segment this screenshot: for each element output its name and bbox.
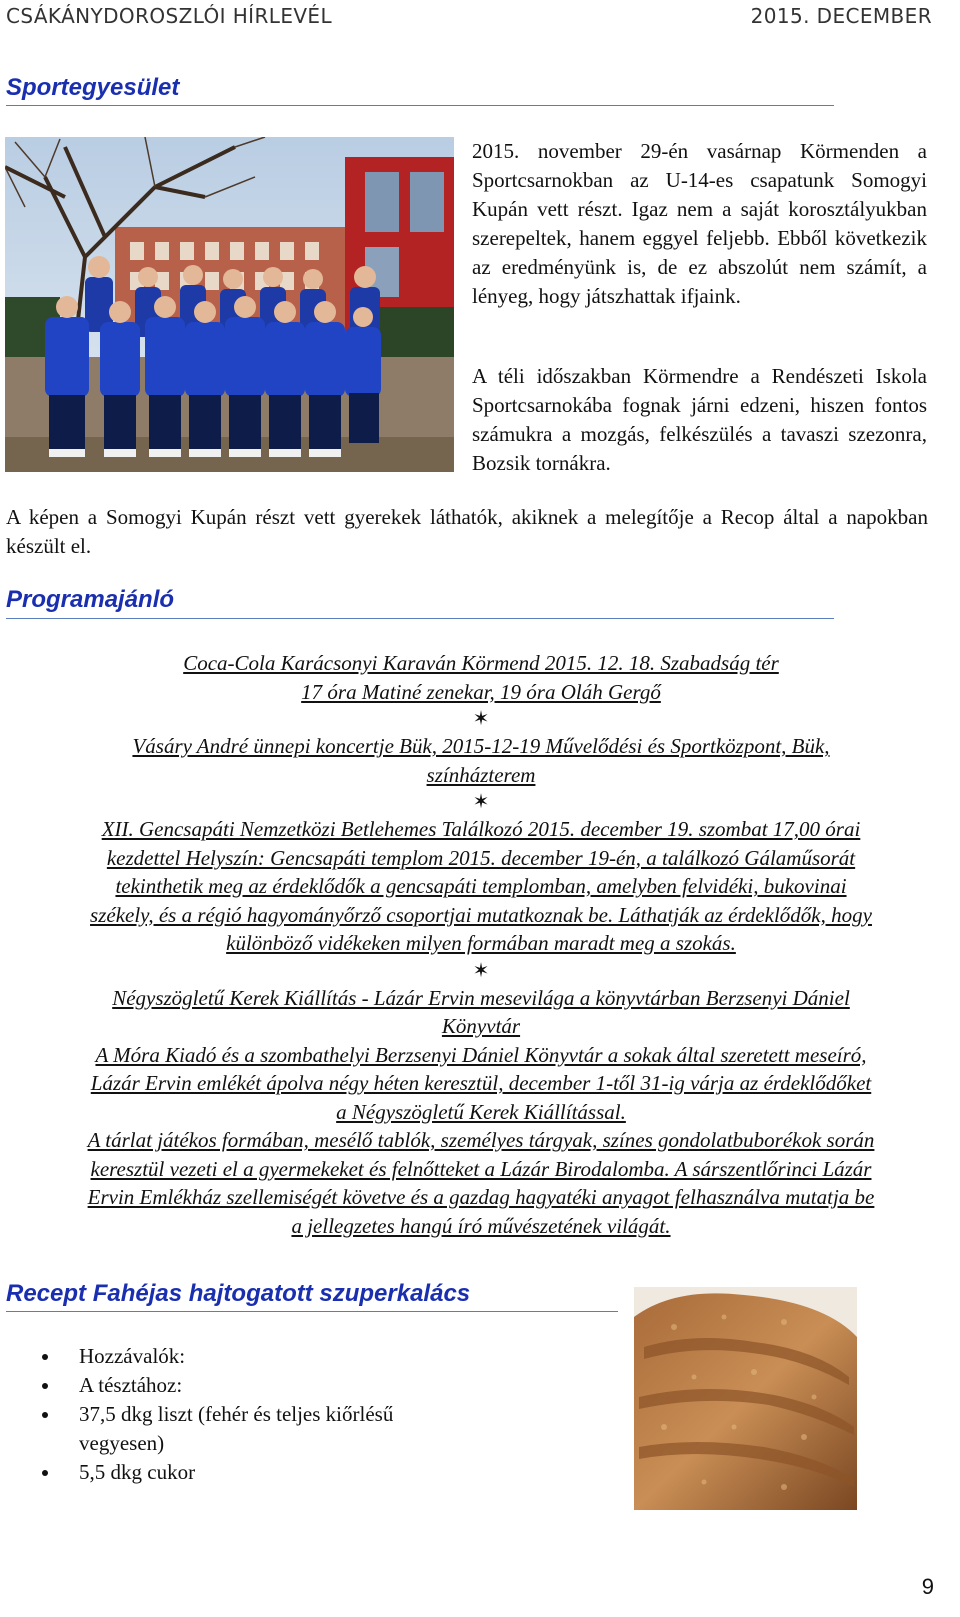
section-title-program: Programajánló — [6, 586, 175, 613]
program-line[interactable]: 17 óra Matiné zenekar, 19 óra Oláh Gergő — [301, 679, 661, 704]
program-line[interactable]: a jellegzetes hangú író művészetének világát. — [291, 1213, 671, 1238]
program-event-vasary-concert[interactable] — [6, 732, 956, 789]
program-line[interactable]: székely, és a régió hagyományőrző csoportjai mutatkoznak be. Láthatják az érdeklődők, hogy — [90, 902, 872, 927]
program-event-karavan[interactable] — [6, 649, 956, 706]
team-photo — [5, 137, 454, 472]
program-line[interactable]: Négyszögletű Kerek Kiállítás - Lázár Ervin mesevilága a könyvtárban Berzsenyi Dániel — [112, 985, 850, 1010]
team-photo-illustration — [5, 137, 454, 472]
photo-caption: A képen a Somogyi Kupán részt vett gyerekek láthatók, akiknek a melegítője a Recop által a napokban készült el. — [6, 505, 928, 558]
program-line[interactable]: színházterem — [426, 762, 536, 787]
page-number: 9 — [921, 1574, 934, 1599]
program-line[interactable]: kezdettel Helyszín: Gencsapáti templom 2015. december 19-én, a találkozó Gálaműsorát — [106, 845, 856, 870]
list-item: 37,5 dkg liszt (fehér és teljes kiőrlésű vegyesen) — [40, 1400, 400, 1458]
program-event-lazar-ervin[interactable] — [6, 984, 956, 1241]
star-separator-icon: ✶ — [472, 959, 490, 982]
program-line[interactable]: a Négyszögletű Kerek Kiállítással. — [336, 1099, 626, 1124]
program-line[interactable]: XII. Gencsapáti Nemzetközi Betlehemes Találkozó 2015. december 19. szombat 17,00 órai — [101, 817, 861, 841]
star-separator-icon: ✶ — [472, 708, 490, 730]
list-item: 5,5 dkg cukor — [40, 1458, 400, 1487]
program-list — [6, 649, 956, 1240]
section-divider-recipe — [6, 1311, 618, 1312]
cake-photo-illustration — [634, 1287, 857, 1510]
sport-paragraph-2: A téli időszakban Körmendre a Rendészeti Iskola Sportcsarnokába fognak járni edzeni, hiszen fontos számukra a mozgás, felkészülés a tavaszi szezonra, Bozsik tornákra. — [472, 364, 927, 475]
program-line[interactable]: Lázár Ervin emlékét ápolva négy héten keresztül, december 1-től 31-ig várja az érdeklődőket — [90, 1071, 872, 1095]
sport-paragraph-1: 2015. november 29-én vasárnap Körmenden a Sportcsarnokban az U-14-es csapatunk Somogyi Kupán vett részt. Igaz nem a saját korosztályukban szerepeltek, hanem eggyel feljebb. Ebből következik az eredményünk is, de ez abszolút nem számít, a lényeg, hogy játszhattak ifjaink. — [472, 139, 927, 308]
section-title-recipe: Recept Fahéjas hajtogatott szuperkalács — [6, 1280, 471, 1307]
program-line[interactable]: különböző vidékeken milyen formában maradt meg a szokás. — [226, 931, 736, 955]
program-line[interactable]: Coca-Cola Karácsonyi Karaván Körmend 2015. 12. 18. Szabadság tér — [183, 651, 779, 675]
newsletter-title: CSÁKÁNYDOROSZLÓI HÍRLEVÉL — [6, 4, 333, 28]
section-divider-sport — [6, 105, 834, 106]
program-line[interactable]: Könyvtár — [441, 1014, 521, 1038]
program-line[interactable]: keresztül vezeti el a gyermekeket és felnőtteket a Lázár Birodalomba. A sárszentlőrinci Lázár — [90, 1156, 872, 1181]
star-separator-icon: ✶ — [472, 791, 490, 813]
section-title-sport: Sportegyesület — [6, 74, 180, 101]
section-divider-program — [6, 618, 834, 619]
program-line[interactable]: tekinthetik meg az érdeklődők a gencsapáti templomban, amelyben felvidéki, bukovinai — [115, 874, 847, 898]
newsletter-header — [6, 2, 932, 32]
newsletter-date: 2015. DECEMBER — [750, 4, 932, 28]
program-line[interactable]: Vásáry André ünnepi koncertje Bük, 2015-12-19 Művelődési és Sportközpont, Bük, — [132, 734, 830, 758]
ingredient-list — [40, 1342, 400, 1487]
program-line[interactable]: A Móra Kiadó és a szombathelyi Berzsenyi Dániel Könyvtár a sokak által szeretett meseíró, — [95, 1042, 867, 1067]
program-line[interactable]: A tárlat játékos formában, mesélő tablók, személyes tárgyak, színes gondolatbuborékok során — [87, 1128, 875, 1152]
program-event-betlehemes[interactable] — [6, 815, 956, 958]
list-item: Hozzávalók: — [40, 1342, 400, 1371]
list-item: A tésztához: — [40, 1371, 400, 1400]
program-line[interactable]: Ervin Emlékház szellemiségét követve és a gazdag hagyatéki anyagot felhasználva mutatja be — [87, 1185, 875, 1209]
cake-photo — [634, 1287, 857, 1510]
